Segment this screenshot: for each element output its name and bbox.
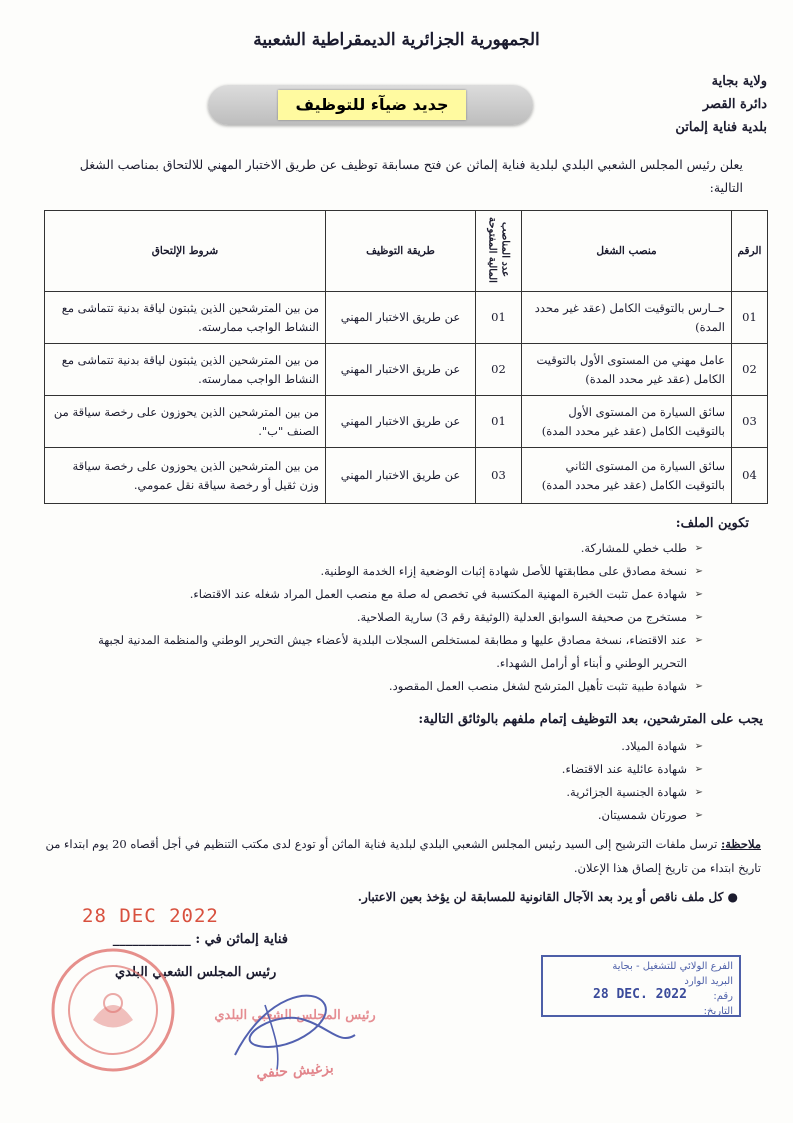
- row-count: 01: [476, 292, 522, 344]
- table-row: [45, 292, 768, 344]
- hired-section-title: يجب على المترشحين، بعد التوظيف إتمام ملفهم بالوثائق التالية:: [418, 712, 763, 727]
- list-item: ➢ شهادة الجنسية الجزائرية.: [203, 781, 703, 804]
- row-num: 03: [732, 396, 768, 448]
- intro-paragraph: يعلن رئيس المجلس الشعبي البلدي لبلدية فناية إلماثن عن فتح مسابقة توظيف عن طريق الاختبار المهني للالتحاق بمناصب الشغل التالية:: [79, 157, 743, 195]
- banner-text: جديد ضيآء للتوظيف: [278, 90, 466, 120]
- reception-line2: البريد الوارد: [684, 976, 733, 987]
- list-item: ➢ شهادة الميلاد.: [203, 735, 703, 758]
- warning-text: ● كل ملف ناقص أو يرد بعد الآجال القانونية للمسابقة لن يؤخذ بعين الاعتبار.: [357, 890, 738, 904]
- table-header-row: [45, 211, 768, 292]
- place-date-line: فناية إلماثن في : ____________: [112, 932, 288, 947]
- round-seal-icon: [48, 945, 178, 1075]
- row-num: 04: [732, 448, 768, 504]
- list-item: ➢ نسخة مصادق على مطابقتها للأصل شهادة إثبات الوضعية إزاء الخدمة الوطنية.: [63, 560, 703, 583]
- row-method: عن طريق الاختبار المهني: [326, 448, 476, 504]
- list-item: ➢ طلب خطي للمشاركة.: [63, 537, 703, 560]
- reception-date: 28 DEC. 2022: [593, 987, 687, 1002]
- header-conditions: شروط الإلتحاق: [45, 211, 326, 292]
- row-conditions: من بين المترشحين الذين يحوزون على رخصة سياقة وزن ثقيل أو رخصة سياقة نقل عمومي.: [45, 448, 326, 504]
- stamp-title: رئيس المجلس الشعبي البلدي: [214, 1008, 376, 1023]
- row-num: 01: [732, 292, 768, 344]
- list-item: ➢ شهادة عمل تثبت الخبرة المهنية المكتسبة في تخصص له صلة مع منصب العمل المراد شغله عند الاقتضاء.: [63, 583, 703, 606]
- president-title: رئيس المجلس الشعبي البلدي: [115, 965, 277, 980]
- list-item: ➢ شهادة عائلية عند الاقتضاء.: [203, 758, 703, 781]
- watermark-banner: [208, 85, 533, 125]
- reception-date-label: التاريخ:: [703, 1006, 733, 1017]
- reception-number-label: رقم:: [713, 991, 733, 1002]
- list-item: ➢ صورتان شمسيتان.: [203, 804, 703, 827]
- hired-documents-list: [203, 735, 703, 827]
- file-documents-list: [63, 537, 703, 698]
- signatory-name: بزغيش حنفي: [255, 1060, 335, 1082]
- header-count: [476, 211, 522, 292]
- reception-stamp: [541, 955, 741, 1017]
- row-conditions: من بين المترشحين الذين يثبتون لياقة بدنية تتماشى مع النشاط الواجب ممارسته.: [45, 292, 326, 344]
- row-conditions: من بين المترشحين الذين يثبتون لياقة بدنية تتماشى مع النشاط الواجب ممارسته.: [45, 344, 326, 396]
- table-row: [45, 448, 768, 504]
- header-count-text: عدد المناصب المالية المفتوحة: [486, 216, 511, 283]
- stamp-date: 28 DEC 2022: [82, 905, 219, 927]
- list-item: ➢ مستخرج من صحيفة السوابق العدلية (الوثيقة رقم 3) سارية الصلاحية.: [63, 606, 703, 629]
- row-position: سائق السيارة من المستوى الأول بالتوقيت الكامل (عقد غير محدد المدة): [522, 396, 732, 448]
- row-count: 01: [476, 396, 522, 448]
- header-num: الرقم: [732, 211, 768, 292]
- header-method: طريقة التوظيف: [326, 211, 476, 292]
- list-item: ➢ شهادة طبية تثبت تأهيل المترشح لشغل منصب العمل المقصود.: [63, 675, 703, 698]
- reception-line1: الفرع الولائي للتشغيل - بجاية: [612, 961, 733, 972]
- table-row: [45, 344, 768, 396]
- row-method: عن طريق الاختبار المهني: [326, 396, 476, 448]
- republic-heading: الجمهورية الجزائرية الديمقراطية الشعبية: [253, 30, 540, 50]
- commune-label: بلدية فناية إلماتن: [675, 120, 767, 135]
- row-method: عن طريق الاختبار المهني: [326, 344, 476, 396]
- table-row: [45, 396, 768, 448]
- file-section-title: تكوين الملف:: [675, 516, 749, 531]
- list-item: ➢ عند الاقتضاء، نسخة مصادق عليها و مطابقة لمستخلص السجلات البلدية لأعضاء جيش التحرير الوطني والمنظمة المدنية لجبهة التحرير الوطني و أبناء أو أرامل الشهداء.: [63, 629, 703, 675]
- jobs-table: [44, 210, 768, 504]
- row-num: 02: [732, 344, 768, 396]
- wilaya-label: ولاية بجاية: [711, 74, 767, 89]
- administrative-header: [675, 70, 767, 139]
- row-count: 03: [476, 448, 522, 504]
- note-label: ملاحظة:: [721, 837, 761, 851]
- row-position: عامل مهني من المستوى الأول بالتوقيت الكامل (عقد غير محدد المدة): [522, 344, 732, 396]
- row-position: سائق السيارة من المستوى الثاني بالتوقيت الكامل (عقد غير محدد المدة): [522, 448, 732, 504]
- row-conditions: من بين المترشحين الذين يحوزون على رخصة سياقة من الصنف "ب".: [45, 396, 326, 448]
- note-paragraph: [41, 832, 761, 880]
- row-count: 02: [476, 344, 522, 396]
- note-text: ترسل ملفات الترشيح إلى السيد رئيس المجلس الشعبي البلدي لبلدية فناية الماثن أو تودع لدى مكتب التنظيم في أجل أقصاه 20 يوم ابتداء من تاريخ ابتداء من تاريخ إلصاق هذا الإعلان.: [45, 837, 761, 875]
- row-method: عن طريق الاختبار المهني: [326, 292, 476, 344]
- header-position: منصب الشغل: [522, 211, 732, 292]
- daira-label: دائرة القصر: [702, 97, 767, 112]
- row-position: حــارس بالتوقيت الكامل (عقد غير محدد المدة): [522, 292, 732, 344]
